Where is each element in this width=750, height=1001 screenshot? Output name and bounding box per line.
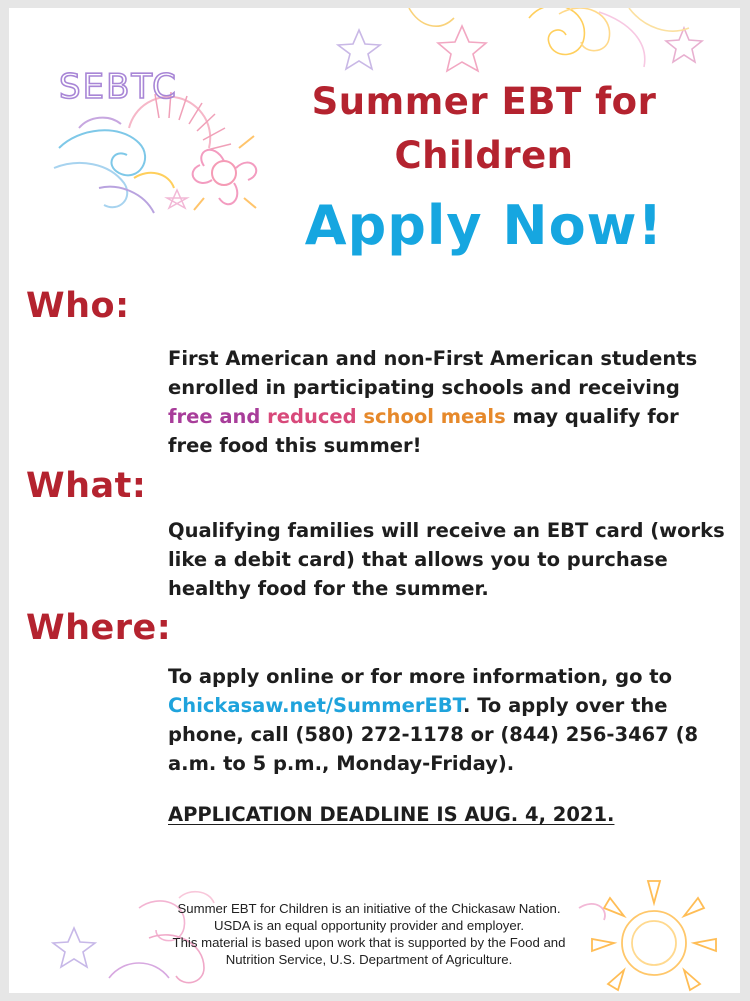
apply-now-heading: Apply Now! [304, 194, 664, 257]
highlight-word: reduced [267, 405, 357, 428]
where-heading: Where: [26, 608, 172, 648]
title-line-1: Summer EBT for [311, 80, 657, 123]
where-text [168, 662, 728, 778]
who-text [168, 344, 728, 460]
footer-line: Nutrition Service, U.S. Department of Agriculture. [225, 952, 513, 967]
who-text-start: First American and non-First American students enrolled in participating schools and receiving [168, 347, 698, 399]
highlight-word: meals [440, 405, 506, 428]
title-line-2: Children [394, 134, 574, 177]
logo-letters: SEBTC [59, 67, 178, 107]
summer-ebt-link[interactable]: Chickasaw.net/SummerEBT [168, 694, 463, 717]
application-deadline: APPLICATION DEADLINE IS AUG. 4, 2021. [168, 803, 615, 826]
what-text: Qualifying families will receive an EBT card (works like a debit card) that allows you to purchase healthy food for the summer. [168, 519, 725, 600]
svg-text:SEBTC [59, 67, 178, 107]
highlight-word: and [219, 405, 261, 428]
who-heading: Who: [26, 286, 130, 326]
where-text-start: To apply online or for more information, go to [168, 665, 673, 688]
highlight-word: free [168, 405, 213, 428]
footer-line: Summer EBT for Children is an initiative of the Chickasaw Nation. [177, 901, 561, 916]
footer-disclaimer [109, 900, 629, 968]
flyer [9, 8, 740, 993]
where-text-end: . To apply over the phone, call (580) 272-1178 or (844) 256-3467 (8 a.m. to 5 p.m., Monday-Friday). [168, 694, 699, 775]
footer-line: This material is based upon work that is supported by the Food and [172, 935, 566, 950]
sebtc-logo-icon [39, 58, 289, 228]
highlight-word: school [363, 405, 434, 428]
what-heading: What: [26, 466, 147, 506]
who-text-end: may qualify for free food this summer! [168, 405, 679, 457]
footer-line: USDA is an equal opportunity provider and employer. [213, 918, 525, 933]
